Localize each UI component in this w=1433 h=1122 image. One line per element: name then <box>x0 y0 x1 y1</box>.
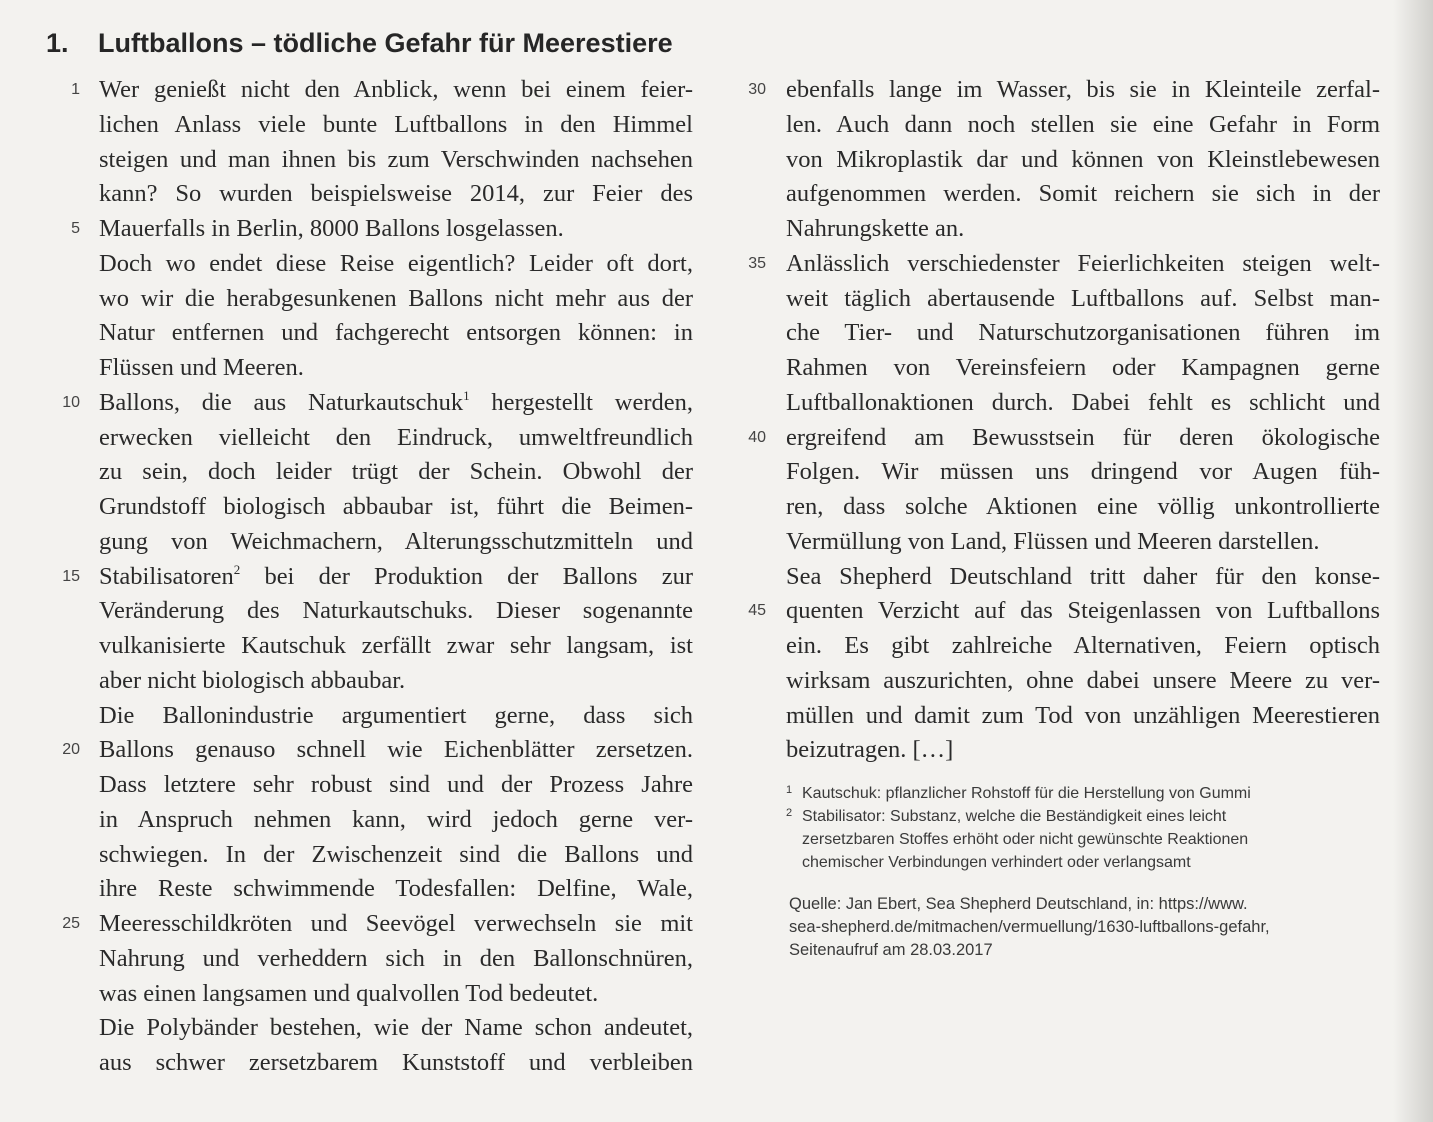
line-text: schwiegen. In der Zwischenzeit sind die Ballons und <box>99 840 693 868</box>
footnote-mark: 1 <box>786 784 793 796</box>
text-line <box>786 177 1380 211</box>
text-line <box>786 351 1380 385</box>
line-text: müllen und damit zum Tod von unzähligen Meerestieren <box>786 701 1380 729</box>
line-number: 40 <box>748 428 766 446</box>
text-line <box>786 212 1380 246</box>
line-text: Grundstoff biologisch abbaubar ist, führt die Beimen- <box>99 493 693 520</box>
line-text: steigen und man ihnen bis zum Verschwinden nachsehen <box>99 145 693 173</box>
text-line <box>786 386 1380 420</box>
source-line: sea-shepherd.de/mitmachen/vermuellung/1630-luftballons-gefahr, <box>789 918 1270 936</box>
line-text: aus schwer zersetzbarem Kunststoff und verbleiben <box>99 1049 693 1076</box>
line-text: Rahmen von Vereinsfeiern oder Kampagnen gerne <box>786 354 1380 381</box>
line-text: Ballons genauso schnell wie Eichenblätter zersetzen. <box>99 736 693 764</box>
line-text: kann? So wurden beispielsweise 2014, zur Feier des <box>99 180 693 208</box>
source-citation <box>789 893 1389 962</box>
text-line <box>786 143 1380 177</box>
line-text: Doch wo endet diese Reise eigentlich? Leider oft dort, <box>99 249 693 277</box>
line-text: che Tier- und Naturschutzorganisationen führen im <box>786 319 1380 347</box>
footnote-line: Kautschuk: pflanzlicher Rohstoff für die Herstellung von Gummi <box>802 785 1251 802</box>
text-line <box>99 490 693 524</box>
line-number: 30 <box>748 81 766 98</box>
line-number: 35 <box>748 254 766 272</box>
text-line <box>99 455 693 489</box>
text-line <box>786 490 1380 524</box>
text-line <box>786 247 1380 281</box>
line-text: ergreifend am Bewusstsein für deren ökologische <box>786 423 1380 451</box>
footnote <box>786 805 1366 874</box>
line-number: 15 <box>62 567 80 585</box>
text-line <box>786 108 1380 142</box>
line-text: Stabilisatoren <box>99 562 234 590</box>
text-line <box>786 733 1380 767</box>
line-number: 1 <box>71 81 80 98</box>
text-line <box>99 177 693 211</box>
line-text: Mauerfalls in Berlin, 8000 Ballons losgelassen. <box>99 215 564 242</box>
text-line <box>786 316 1380 350</box>
line-text: zu sein, doch leider trügt der Schein. Obwohl der <box>99 458 693 486</box>
text-line <box>99 942 693 976</box>
footnote-line: Stabilisator: Substanz, welche die Beständigkeit eines leicht <box>802 808 1227 825</box>
text-line <box>786 699 1380 733</box>
text-line <box>99 872 693 906</box>
text-line <box>99 977 693 1011</box>
text-line <box>99 699 693 733</box>
line-text: wo wir die herabgesunkenen Ballons nicht mehr aus der <box>99 284 693 312</box>
text-line <box>99 629 693 663</box>
source-line: Quelle: Jan Ebert, Sea Shepherd Deutschland, in: https://www. <box>789 895 1248 913</box>
text-line <box>99 768 693 802</box>
line-text: Meeresschildkröten und Seevögel verwechseln sie mit <box>99 910 693 937</box>
line-text: Wer genießt nicht den Anblick, wenn bei einem feier- <box>99 76 693 103</box>
line-text: len. Auch dann noch stellen sie eine Gefahr in Form <box>786 110 1380 138</box>
line-text: wirksam auszurichten, ohne dabei unsere Meere zu ver- <box>786 666 1380 694</box>
line-text: aufgenommen werden. Somit reichern sie sich in der <box>786 180 1380 208</box>
line-text: vulkanisierte Kautschuk zerfällt zwar sehr langsam, ist <box>99 632 693 659</box>
text-line <box>786 560 1380 594</box>
section-title: Luftballons – tödliche Gefahr für Meerestiere <box>98 28 673 58</box>
footnote <box>786 782 1366 805</box>
section-number: 1. <box>46 28 69 58</box>
line-text: lichen Anlass viele bunte Luftballons in den Himmel <box>99 110 693 138</box>
line-number: 45 <box>748 602 766 620</box>
footnote-mark: 2 <box>786 807 793 819</box>
text-line <box>99 386 693 420</box>
line-text: Veränderung des Naturkautschuks. Dieser sogenannte <box>99 597 693 625</box>
line-text: Sea Shepherd Deutschland tritt daher für den konse- <box>786 562 1380 590</box>
text-line <box>99 1046 693 1080</box>
text-line <box>99 733 693 767</box>
text-line <box>99 594 693 628</box>
line-text: Luftballonaktionen durch. Dabei fehlt es schlicht und <box>786 388 1380 416</box>
line-text-continued: bei der Produktion der Ballons zur <box>240 562 693 590</box>
line-text: ebenfalls lange im Wasser, bis sie in Kleinteile zerfal- <box>786 76 1380 103</box>
line-text: was einen langsamen und qualvollen Tod bedeutet. <box>99 979 599 1007</box>
line-text: Anlässlich verschiedenster Feierlichkeiten steigen welt- <box>786 249 1380 277</box>
footnote-line: chemischer Verbindungen verhindert oder verlangsamt <box>802 854 1191 871</box>
text-line <box>99 907 693 941</box>
text-line <box>786 421 1380 455</box>
line-text: aber nicht biologisch abbaubar. <box>99 666 406 694</box>
text-line <box>786 282 1380 316</box>
footnote-ref: 2 <box>233 561 241 577</box>
text-line <box>99 803 693 837</box>
line-text-continued: hergestellt werden, <box>469 388 693 416</box>
text-line <box>99 108 693 142</box>
text-line <box>99 282 693 316</box>
line-text: Vermüllung von Land, Flüssen und Meeren darstellen. <box>786 527 1320 555</box>
text-line <box>99 1011 693 1045</box>
text-line <box>786 73 1380 107</box>
text-line <box>99 247 693 281</box>
line-text: gung von Weichmachern, Alterungsschutzmitteln und <box>99 527 693 555</box>
text-line <box>786 664 1380 698</box>
line-text: beizutragen. […] <box>786 736 954 764</box>
text-line <box>99 143 693 177</box>
line-number: 25 <box>62 915 80 932</box>
text-line <box>99 351 693 385</box>
line-text: ren, dass solche Aktionen eine völlig unkontrollierte <box>786 493 1380 520</box>
page-edge-shadow <box>1393 0 1433 1122</box>
text-line <box>99 525 693 559</box>
line-text: Dass letztere sehr robust sind und der Prozess Jahre <box>99 771 693 798</box>
line-text: Ballons, die aus Naturkautschuk <box>99 388 464 416</box>
footnote-line: zersetzbaren Stoffes erhöht oder nicht gewünschte Reaktionen <box>802 831 1249 848</box>
text-line <box>786 594 1380 628</box>
text-line <box>786 455 1380 489</box>
line-text: quenten Verzicht auf das Steigenlassen von Luftballons <box>786 597 1380 625</box>
text-line <box>99 421 693 455</box>
text-line <box>786 629 1380 663</box>
line-text: Natur entfernen und fachgerecht entsorgen können: in <box>99 319 693 347</box>
line-text: Nahrung und verheddern sich in den Ballonschnüren, <box>99 944 693 972</box>
line-number: 10 <box>62 393 80 411</box>
line-text: Die Polybänder bestehen, wie der Name schon andeutet, <box>99 1014 693 1042</box>
text-line <box>99 316 693 350</box>
line-text: von Mikroplastik dar und können von Kleinstlebewesen <box>786 145 1380 173</box>
line-number: 5 <box>71 220 80 237</box>
line-text: ihre Reste schwimmende Todesfallen: Delfine, Wale, <box>99 875 693 903</box>
page-title <box>46 28 673 59</box>
line-text: weit täglich abertausende Luftballons auf. Selbst man- <box>786 284 1380 312</box>
text-line <box>786 525 1380 559</box>
line-number: 20 <box>62 741 80 759</box>
line-text: Nahrungskette an. <box>786 215 965 242</box>
line-text: ein. Es gibt zahlreiche Alternativen, Feiern optisch <box>786 632 1380 659</box>
text-line <box>99 838 693 872</box>
line-text: in Anspruch nehmen kann, wird jedoch gerne ver- <box>99 805 693 833</box>
line-text: Flüssen und Meeren. <box>99 354 304 381</box>
line-text: erwecken vielleicht den Eindruck, umweltfreundlich <box>99 423 693 451</box>
text-line <box>99 560 693 594</box>
text-line <box>99 73 693 107</box>
line-text: Folgen. Wir müssen uns dringend vor Augen füh- <box>786 458 1380 486</box>
text-line <box>99 664 693 698</box>
source-line: Seitenaufruf am 28.03.2017 <box>789 941 993 959</box>
text-line <box>99 212 693 246</box>
line-text: Die Ballonindustrie argumentiert gerne, dass sich <box>99 701 693 729</box>
footnote-ref: 1 <box>463 387 470 403</box>
